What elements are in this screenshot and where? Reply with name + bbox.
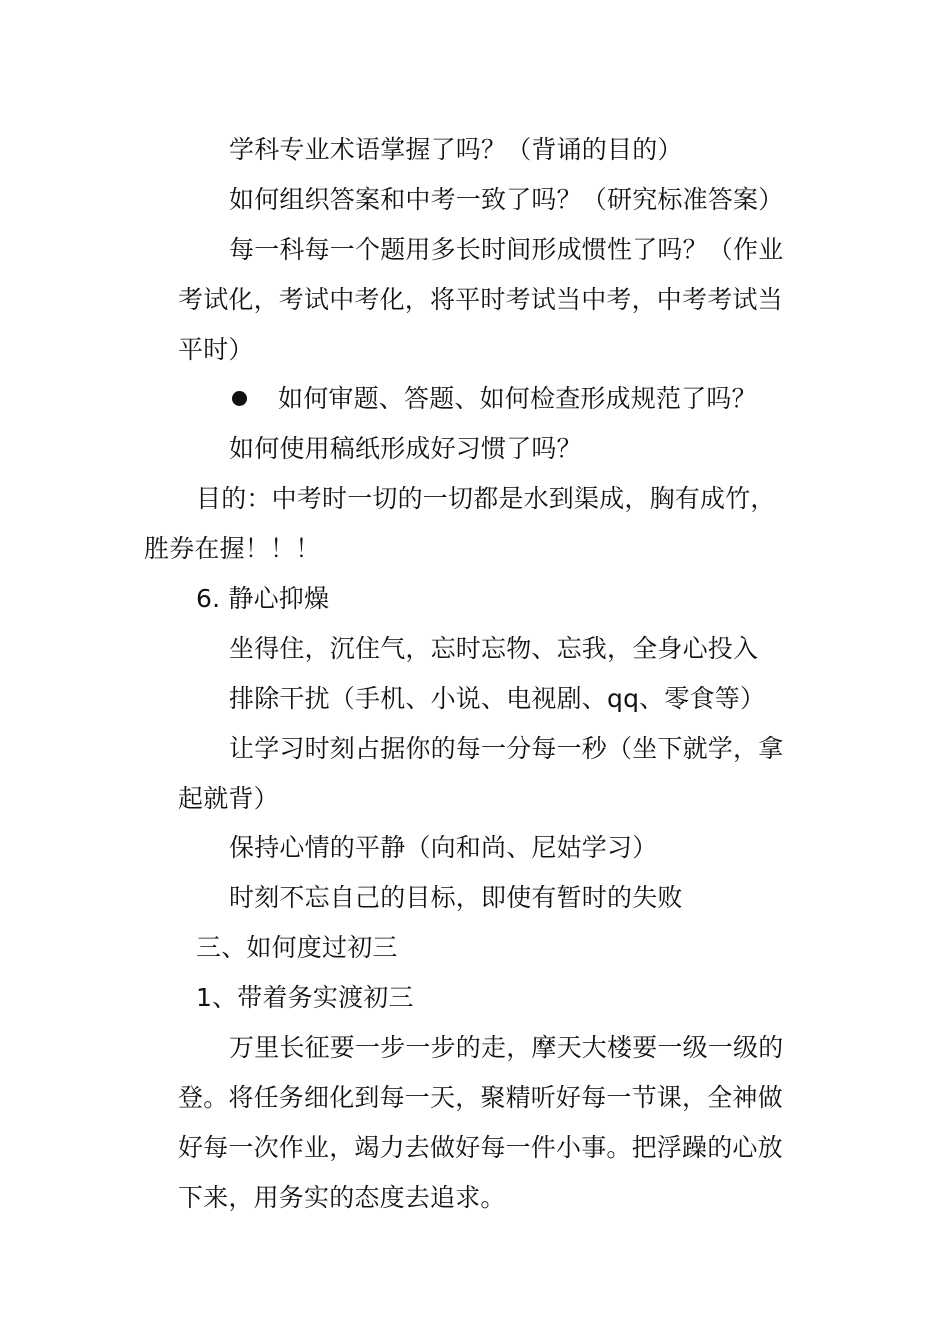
text-line: 让学习时刻占据你的每一分每一秒（坐下就学，拿 bbox=[229, 734, 784, 763]
text-line: 考试化，考试中考化，将平时考试当中考，中考考试当 bbox=[178, 285, 783, 314]
text-line: 每一科每一个题用多长时间形成惯性了吗？（作业 bbox=[229, 235, 784, 264]
section-heading: 6. 静心抑燥 bbox=[196, 584, 330, 613]
text-line: 起就背） bbox=[178, 784, 279, 813]
text-line: 万里长征要一步一步的走，摩天大楼要一级一级的 bbox=[229, 1033, 784, 1062]
section-heading: 1、带着务实渡初三 bbox=[196, 983, 414, 1012]
text-line: 下来，用务实的态度去追求。 bbox=[178, 1183, 506, 1212]
text-line: 登。将任务细化到每一天，聚精听好每一节课，全神做 bbox=[178, 1083, 783, 1112]
text-line: 如何使用稿纸形成好习惯了吗？ bbox=[229, 434, 582, 463]
text-line: 学科专业术语掌握了吗？（背诵的目的） bbox=[229, 135, 683, 164]
text-line: 平时） bbox=[178, 335, 254, 364]
section-heading: 三、如何度过初三 bbox=[196, 933, 398, 962]
text-line: 时刻不忘自己的目标，即使有暂时的失败 bbox=[229, 883, 683, 912]
text-line: 目的：中考时一切的一切都是水到渠成，胸有成竹， bbox=[196, 484, 776, 513]
text-line: 保持心情的平静（向和尚、尼姑学习） bbox=[229, 833, 658, 862]
text-line: 排除干扰（手机、小说、电视剧、qq、零食等） bbox=[229, 684, 766, 713]
text-line: 如何组织答案和中考一致了吗？（研究标准答案） bbox=[229, 185, 784, 214]
bullet-icon bbox=[232, 391, 247, 406]
text-line: 坐得住，沉住气，忘时忘物、忘我，全身心投入 bbox=[229, 634, 759, 663]
bullet-item: 如何审题、答题、如何检查形成规范了吗？ bbox=[278, 384, 757, 413]
text-line: 胜券在握！！！ bbox=[144, 534, 321, 563]
text-line: 好每一次作业，竭力去做好每一件小事。把浮躁的心放 bbox=[178, 1133, 783, 1162]
